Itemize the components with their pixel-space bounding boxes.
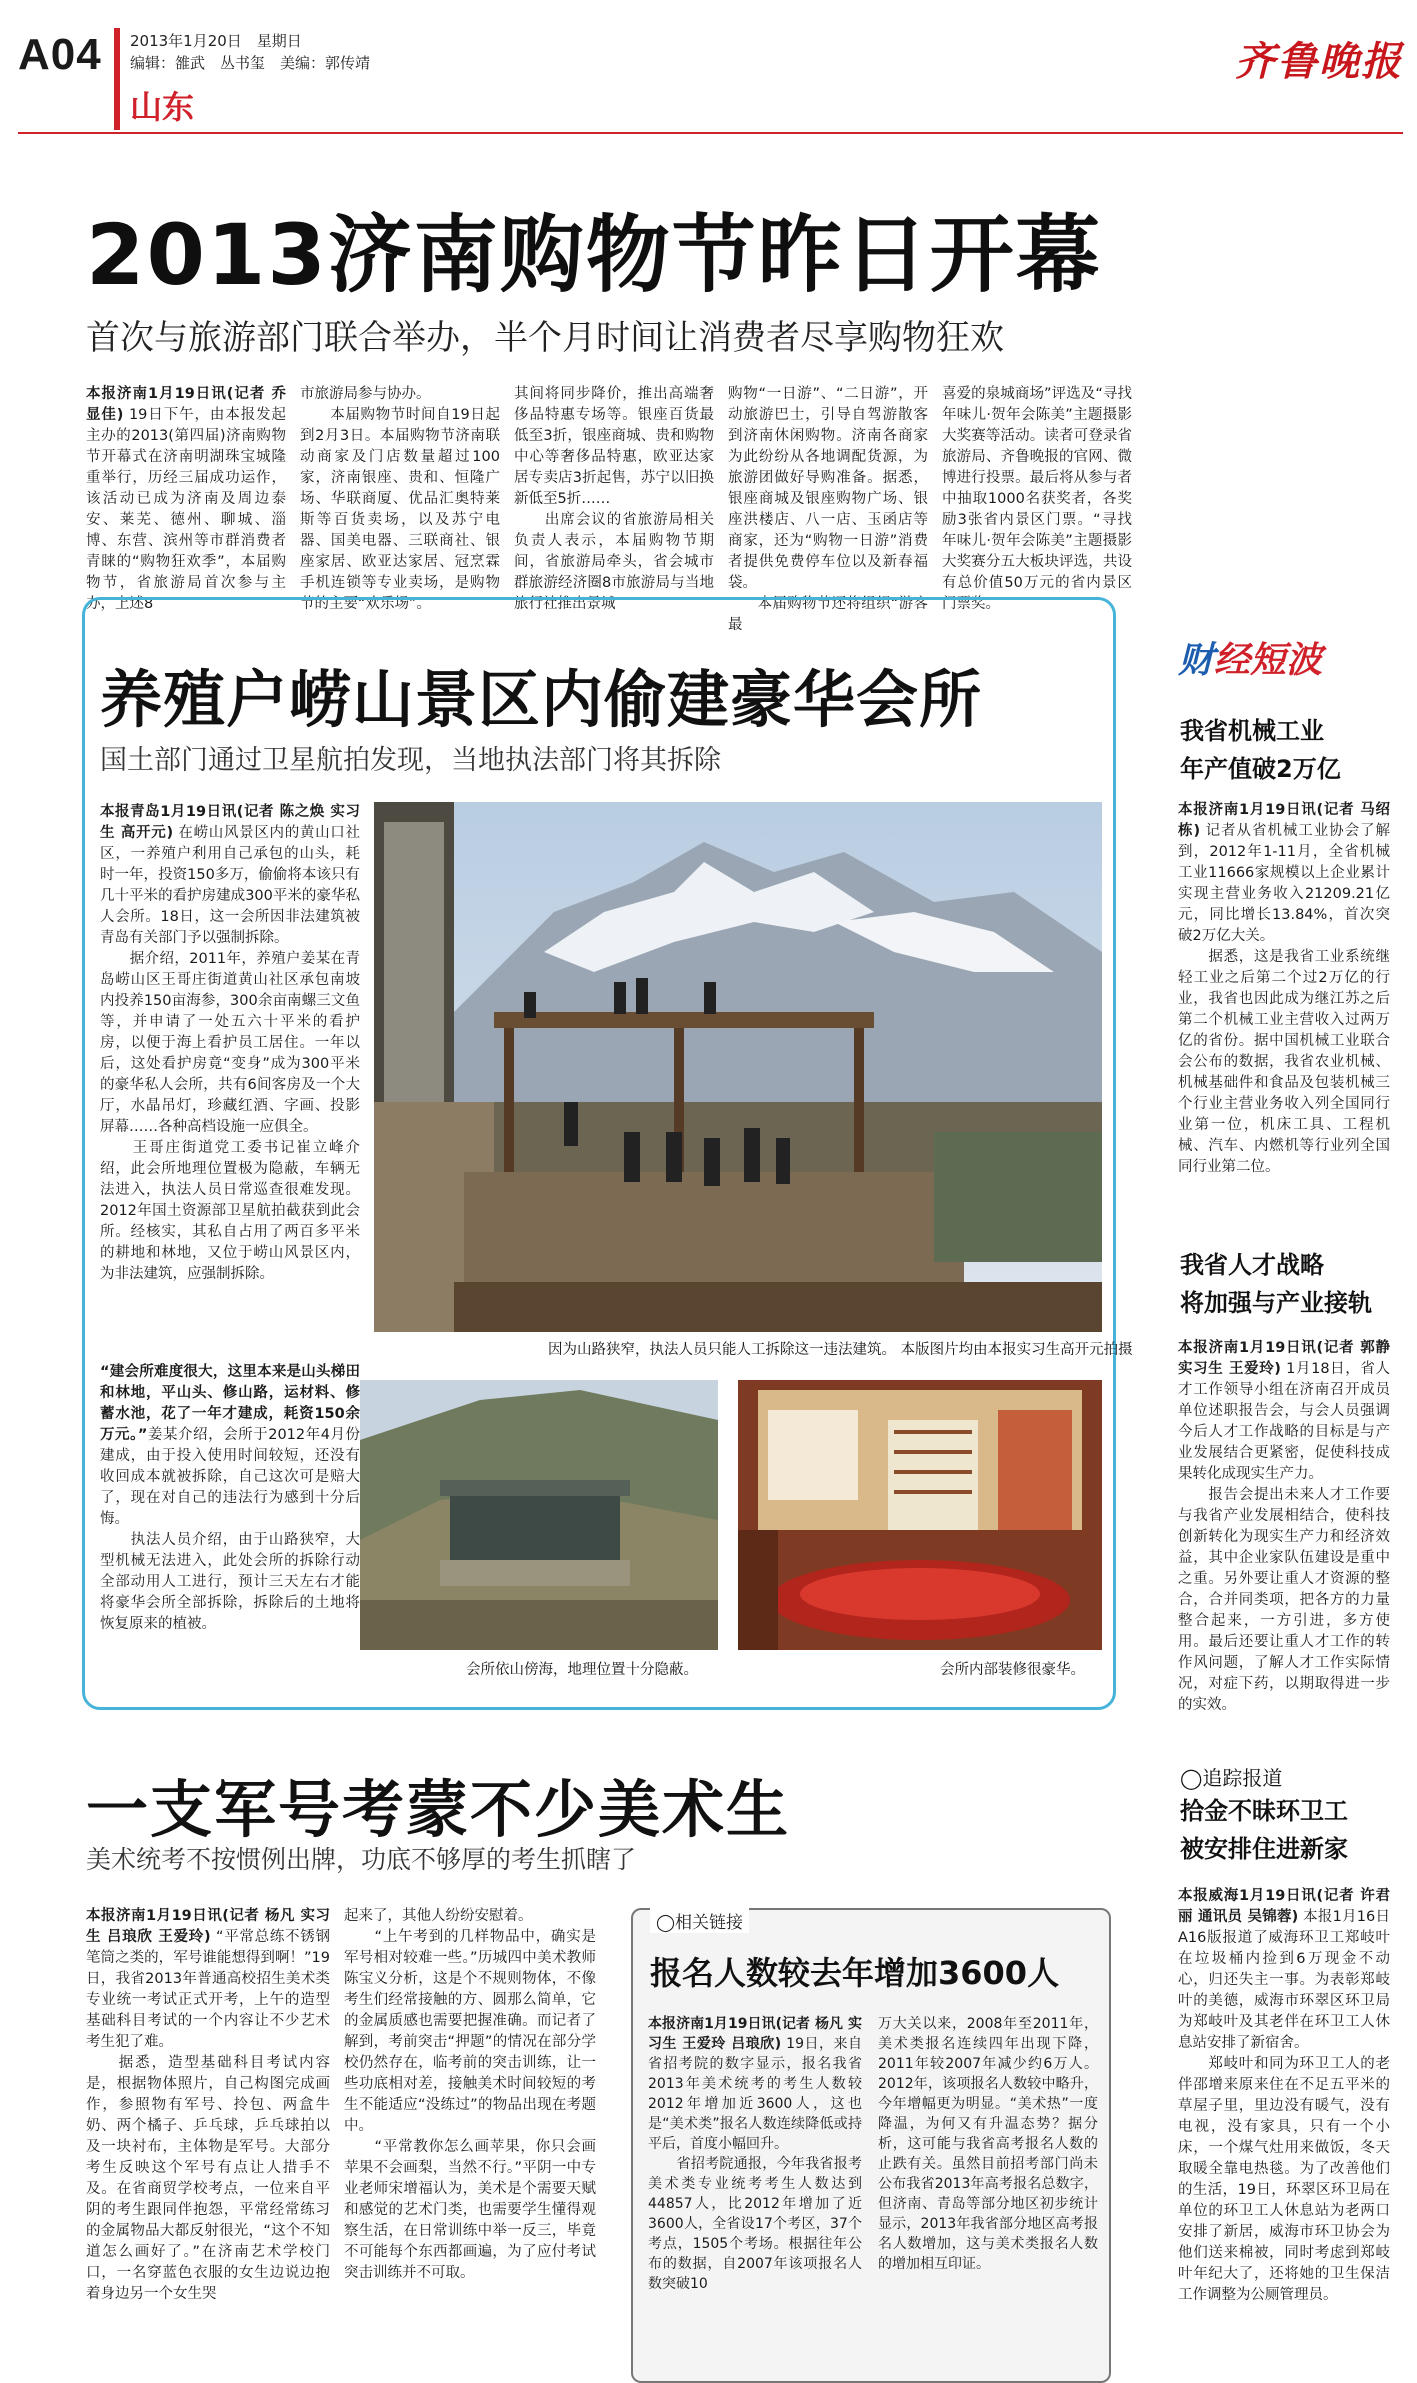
story2-title-line1: 我省人才战略 (1180, 1251, 1324, 1279)
editors-line: 编辑：雒武 丛书玺 美编：郭传靖 (130, 54, 371, 72)
feature-body-top: 本报青岛1月19日讯(记者 陈之焕 实习生 高开元) 在崂山风景区内的黄山口社区，一养殖户利用自己承包的山头，耗时一年，投资150多万，偷偷将本该只有几十平米的看护房建成300平米的豪华私人会所。18日，这一会所因非法建筑被青岛有关部门予以强制拆除。 据介绍，2011年，养殖户姜某在青岛崂山区王哥庄街道黄山社区承包南坡内投养150亩海参，300余亩南螺三文鱼等，并申请了一处五六十平米的看护房，以便于海上看护员工居住。一年以后，这处看护房竟“变身”成为300平米的豪华私人会所，共有6间客房及一个大厅，水晶吊灯，珍藏红酒、字画、投影屏幕……各种高档设施一应俱全。 王哥庄街道党工委书记崔立峰介绍，此会所地理位置极为隐蔽，车辆无法进入，执法人员日常巡查很难发现。2012年国土资源部卫星航拍截获到此会所。经核实，其私自占用了两百多平米的耕地和林地，又位于崂山风景区内，为非法建筑，应强制拆除。 (100, 804, 360, 1282)
related-link-title: 报名人数较去年增加3600人 (650, 1954, 1060, 1992)
clubhouse-interior-photo (738, 1380, 1102, 1650)
follow-up-label (1180, 1762, 1282, 1791)
story2-title-line2: 将加强与产业接轨 (1180, 1289, 1372, 1317)
masthead-divider (114, 28, 120, 130)
lead-column-5: 喜爱的泉城商场”评选及“寻找年味儿·贺年会陈美”主题摄影大奖赛等活动。读者可登录省旅游局、齐鲁晚报的官网、微博进行投票。最后将从参与者中抽取1000名获奖者，各奖励3张省内景区门票。“寻找年味儿·贺年会陈美”主题摄影大奖赛分五大板块评选，共设有总价值50万元的省内景区门票奖。 (942, 386, 1132, 612)
story3-title-line2: 被安排住进新家 (1180, 1835, 1348, 1863)
feature-subheadline: 国土部门通过卫星航拍发现，当地执法部门将其拆除 (100, 745, 721, 776)
feature-headline: 养殖户崂山景区内偷建豪华会所 (100, 663, 983, 736)
related-icon: ◯ (656, 1913, 676, 1933)
related-tag-text: 相关链接 (675, 1913, 744, 1933)
lead-column-2: 市旅游局参与协办。 本届购物节时间自19日起到2月3日。本届购物节济南联动商家及门店数量超过100家，济南银座、贵和、恒隆广场、华联商厦、优品汇奥特莱斯等百货卖场，以及苏宁电器、国美电器、三联商社、银座家居、欧亚达家居、冠烹霖手机连锁等专业卖场，是购物节的主要“欢乐场”。 (300, 386, 500, 612)
lead-column-4: 购物“一日游”、“二日游”，开动旅游巴士，引导自驾游散客到济南休闲购物。济南各商家为此纷纷从各地调配货源，为旅游团做好导购准备。据悉，银座商城及银座购物广场、银座洪楼店、八一店、玉函店等商家，还为“购物一日游”消费者提供免费停车位以及新春福袋。 本届购物节还将组织“游客最 (728, 386, 928, 633)
lead-headline: 2013济南购物节昨日开幕 (86, 206, 1102, 304)
story3-title (1180, 1792, 1348, 1868)
date-line (130, 30, 370, 74)
newspaper-logo: 齐鲁晚报 (1235, 38, 1403, 85)
story3-title-line1: 拾金不昧环卫工 (1180, 1797, 1348, 1825)
second-column-2: 起来了，其他人纷纷安慰着。 “上午考到的几样物品中，确实是军号相对较难一些。”历城四中美术教师陈宝义分析，这是个不规则物体，不像考生们经常接触的方、圆那么简单，它的金属质感也需要把握准确。而记者了解到，考前突击“押题”的情况在部分学校仍然存在，临考前的突击训练，让一些功底相对差，接触美术时间较短的考生不能适应“没练过”的物品出现在考题中。 “平常教你怎么画苹果，你只会画苹果不会画梨，当然不行。”平阴一中专业老师宋增福认为，美术是个需要天赋和感觉的艺术门类，也需要学生懂得观察生活，在日常训练中举一反三，毕竟不可能每个东西都画遍，为了应付考试突击训练并不可取。 (344, 1908, 596, 2281)
lead-column-3: 其间将同步降价，推出高端奢侈品特惠专场等。银座百货最低至3折，银座商城、贵和购物中心等奢侈品特惠，欧亚达家居专卖店3折起售，苏宁以旧换新低至5折…… 出席会议的省旅游局相关负责人表示，本届购物节期间，省旅游局牵头，省会城市群旅游经济圈8市旅游局与当地旅行社推出景城 (514, 386, 714, 612)
second-subheadline: 美术统考不按惯例出牌，功底不够厚的考生抓瞎了 (86, 1845, 637, 1874)
masthead-rule (18, 132, 1403, 134)
follow-up-icon: ◯ (1180, 1766, 1203, 1790)
page-number: A04 (18, 30, 102, 79)
main-photo-caption: 因为山路狭窄，执法人员只能人工拆除这一违法建筑。 本版图片均由本报实习生高开元拍摄 (548, 1342, 1133, 1358)
masthead (18, 20, 1403, 138)
related-link-tag (650, 1908, 749, 1933)
lead-subheadline: 首次与旅游部门联合举办，半个月时间让消费者尽享购物狂欢 (86, 318, 1004, 358)
follow-up-text: 追踪报道 (1202, 1766, 1283, 1790)
lead-column-1: 本报济南1月19日讯(记者 乔显佳) 19日下午，由本报发起主办的2013(第四届)济南购物节开幕式在济南明湖珠宝城隆重举行，历经三届成功运作，该活动已成为济南及周边泰安、莱芜、德州、聊城、淄博、东营、滨州等市群消费者青睐的“购物狂欢季”，本届购物节，省旅游局首次参与主办，上述8 (86, 386, 286, 612)
story1-title-line1: 我省机械工业 (1180, 717, 1324, 745)
story1-title-line2: 年产值破2万亿 (1180, 755, 1341, 783)
feature-body-bottom: “建会所难度很大，这里本来是山头梯田和林地，平山头、修山路，运材料、修蓄水池，花了一年才建成，耗资150余万元。”姜某介绍，会所于2012年4月份建成，由于投入使用时间较短，还没有收回成本就被拆除，自己这次可是赔大了，现在对自己的违法行为感到十分后悔。 执法人员介绍，由于山路狭窄，大型机械无法进入，此处会所的拆除行动全部动用人工进行，预计三天左右才能将豪华会所全部拆除，拆除后的土地将恢复原来的植被。 (100, 1364, 360, 1632)
section-name: 山东 (130, 88, 195, 126)
second-column-1: 本报济南1月19日讯(记者 杨凡 实习生 吕琅欣 王爱玲) “平常总练不锈钢笔筒之类的，军号谁能想得到啊！”19日，我省2013年普通高校招生美术类专业统一考试正式开考，上午的造型基础科目考试的一个内容让不少艺术考生犯了难。 据悉，造型基础科目考试内容是，根据物体照片，自己构图完成画作，参照物有军号、拎包、两盒牛奶、两个橘子、乒乓球，乒乓球拍以及一块衬布，主体物是军号。大部分考生反映这个军号有点让人措手不及。在省商贸学校考点，一位来自平阴的考生跟同伴抱怨，平常经常练习的金属物品大都反射很光，“这个不知道怎么画好了。”在济南艺术学校门口，一名穿蓝色衣服的女生边说边抱着身边另一个女生哭 (86, 1908, 330, 2302)
left-photo-caption: 会所依山傍海，地理位置十分隐蔽。 (466, 1662, 698, 1678)
story3-body: 本报威海1月19日讯(记者 许君丽 通讯员 吴锦蓉) 本报1月16日A16版报道了威海环卫工郑岐叶在垃圾桶内捡到6万现金不动心，归还失主一事。为表彰郑岐叶的美德，威海市环翠区环卫局为郑岐叶及其老伴在环卫工人休息站安排了新宿舍。 郑岐叶和同为环卫工人的老伴邵增来原来住在不足五平米的草屋子里，里边没有暖气，没有电视，没有家具，只有一个小床，一个煤气灶用来做饭，冬天取暖全靠电热毯。为了改善他们的生活，19日，环翠区环卫局在单位的环卫工人休息站为老两口安排了新居，威海市环卫协会为他们送来棉被，同时考虑到郑岐叶年纪大了，还将她的卫生保洁工作调整为公厕管理员。 (1178, 1888, 1390, 2303)
story2-body: 本报济南1月19日讯(记者 郭静 实习生 王爱玲) 1月18日，省人才工作领导小组在济南召开成员单位述职报告会，与会人员强调今后人才工作战略的目标是与产业发展结合更紧密，促使科技成果转化成现实生产力。 报告会提出未来人才工作要与我省产业发展相结合，使科技创新转化为现实生产力和经济效益，其中企业家队伍建设是重中之重。另外要让重人才资源的整合，合并同类项，把各方的力量整合起来，一方引进，多方使用。最后还要让重人才工作的转作风问题，了解人才工作实际情况，对症下药，以期取得进一步的实效。 (1178, 1340, 1390, 1713)
finance-brief-logo-a: 财 (1178, 640, 1215, 681)
story1-body: 本报济南1月19日讯(记者 马绍栋) 记者从省机械工业协会了解到，2012年1-11月，全省机械工业11666家规模以上企业累计实现主营业务收入21209.21亿元，同比增长13.84%，首次突破2万亿大关。 据悉，这是我省工业系统继轻工业之后第二个过2万亿的行业，我省也因此成为继江苏之后第二个机械工业主营收入过两万亿的省份。据中国机械工业联合会公布的数据，我省农业机械、机械基础件和食品及包装机械三个行业主营业务收入列全国同行业第一位，机床工具、工程机械、汽车、内燃机等行业列全国同行业第二位。 (1178, 802, 1390, 1175)
clubhouse-exterior-photo (360, 1380, 718, 1650)
finance-brief-logo-b: 经短波 (1214, 640, 1323, 681)
demolition-photo (374, 802, 1102, 1332)
second-headline: 一支军号考蒙不少美术生 (86, 1773, 791, 1846)
finance-brief-logo (1178, 632, 1388, 681)
related-column-1: 本报济南1月19日讯(记者 杨凡 实习生 王爱玲 吕琅欣) 19日，来自省招考院的数字显示，报名我省2013年美术统考的考生人数较2012年增加近3600人，这也是“美术类”报名人数连续降低或持平后，首度小幅回升。 省招考院通报，今年我省报考美术类专业统考考生人数达到44857人，比2012年增加了近3600人，全省设17个考区，37个考点，1505个考场。根据往年公布的数据，自2007年该项报名人数突破10 (648, 2016, 862, 2292)
related-column-2: 万大关以来，2008年至2011年，美术类报名连续四年出现下降，2011年较2007年减少约6万人。2012年，该项报名人数较中略升，今年增幅更为明显。“美术热”一度降温，为何又有升温态势？据分析，这可能与我省高考报名人数的止跌有关。虽然目前招考部门尚未公布我省2013年高考报名总数字，但济南、青岛等部分地区初步统计显示，2013年我省部分地区高考报名人数增加，这与美术类报名人数的增加相互印证。 (878, 2016, 1098, 2272)
issue-date: 2013年1月20日 星期日 (130, 32, 302, 50)
right-photo-caption: 会所内部装修很豪华。 (940, 1662, 1085, 1678)
story1-title (1180, 712, 1341, 788)
story2-title (1180, 1246, 1372, 1322)
